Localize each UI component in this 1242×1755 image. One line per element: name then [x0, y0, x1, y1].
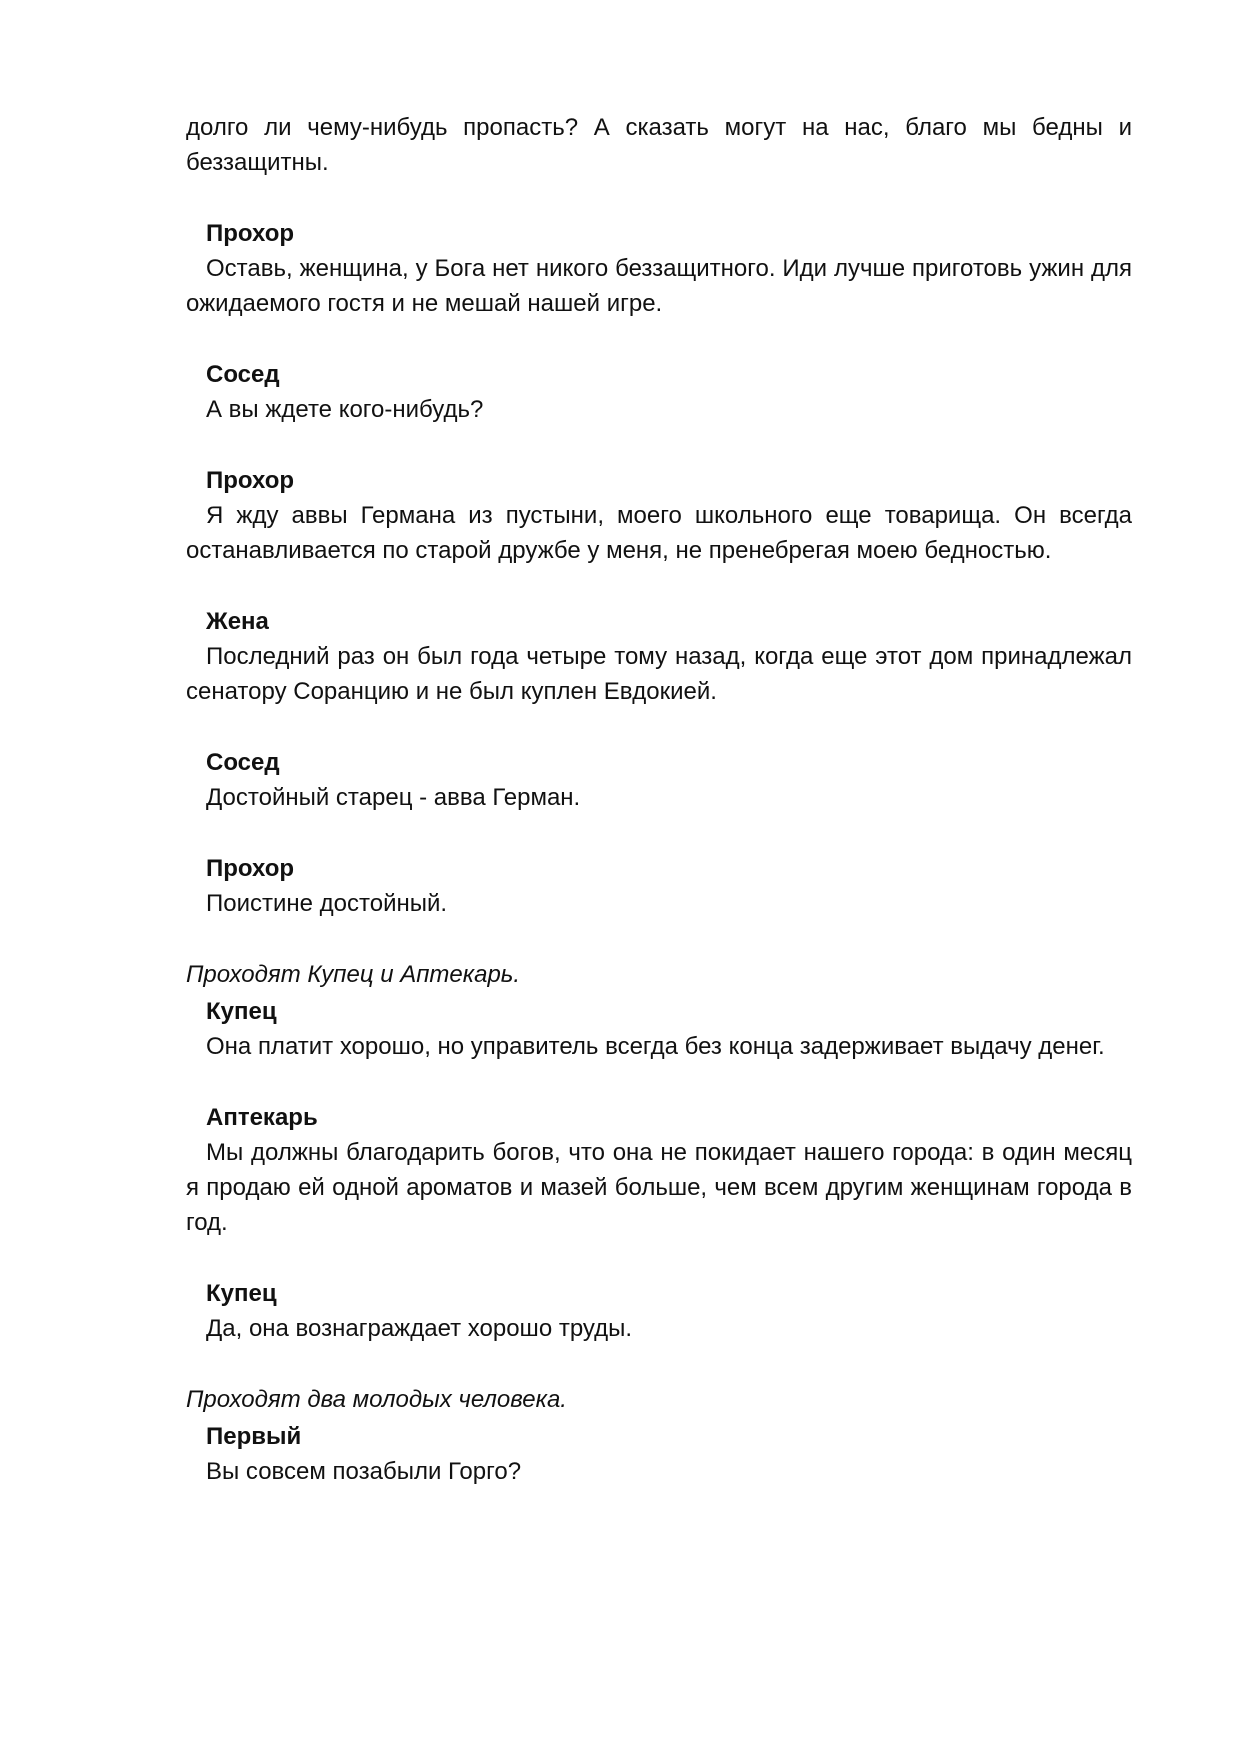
speaker-name: Жена [206, 608, 269, 635]
speech-block [186, 851, 1132, 921]
speech-block [186, 1100, 1132, 1240]
speech-block [186, 604, 1132, 709]
speech-block [186, 994, 1132, 1064]
speech-text: Последний раз он был года четыре тому назад, когда еще этот дом принадлежал сенатору Соранцию и не был куплен Евдокией. [186, 643, 1132, 705]
speech-text: Да, она вознаграждает хорошо труды. [206, 1315, 633, 1342]
speech-text: Я жду аввы Германа из пустыни, моего школьного еще товарища. Он всегда останавливается по старой дружбе у меня, не пренебрегая моею бедностью. [186, 502, 1132, 564]
speech-text: Вы совсем позабыли Горго? [206, 1458, 522, 1485]
speaker-name: Аптекарь [206, 1104, 318, 1131]
speaker-name: Прохор [206, 855, 295, 882]
speaker-name: Прохор [206, 467, 295, 494]
speech-block [186, 216, 1132, 321]
speech-block [186, 357, 1132, 427]
speaker-name: Первый [206, 1423, 302, 1450]
speech-block [186, 1419, 1132, 1489]
speech-text: А вы ждете кого-нибудь? [206, 396, 484, 423]
speech-block [186, 463, 1132, 568]
speaker-name: Прохор [206, 220, 295, 247]
speech-text: Достойный старец - авва Герман. [206, 784, 581, 811]
speech-block [186, 745, 1132, 815]
speaker-name: Купец [206, 1280, 277, 1307]
stage-direction: Проходят два молодых человека. [186, 1386, 567, 1413]
speaker-name: Купец [206, 998, 277, 1025]
speech-text: Поистине достойный. [206, 890, 448, 917]
speaker-name: Сосед [206, 361, 280, 388]
speaker-name: Сосед [206, 749, 280, 776]
speech-text: Оставь, женщина, у Бога нет никого беззащитного. Иди лучше приготовь ужин для ожидаемого гостя и не мешай нашей игре. [186, 255, 1132, 317]
document-body [186, 110, 1132, 1489]
stage-direction: Проходят Купец и Аптекарь. [186, 961, 521, 988]
opening-paragraph: долго ли чему-нибудь пропасть? А сказать могут на нас, благо мы бедны и беззащитны. [186, 114, 1132, 176]
speech-block [186, 1276, 1132, 1346]
speech-text: Она платит хорошо, но управитель всегда без конца задерживает выдачу денег. [206, 1033, 1105, 1060]
speech-text: Мы должны благодарить богов, что она не покидает нашего города: в один месяц я продаю ей одной ароматов и мазей больше, чем всем другим женщинам города в год. [186, 1139, 1132, 1236]
